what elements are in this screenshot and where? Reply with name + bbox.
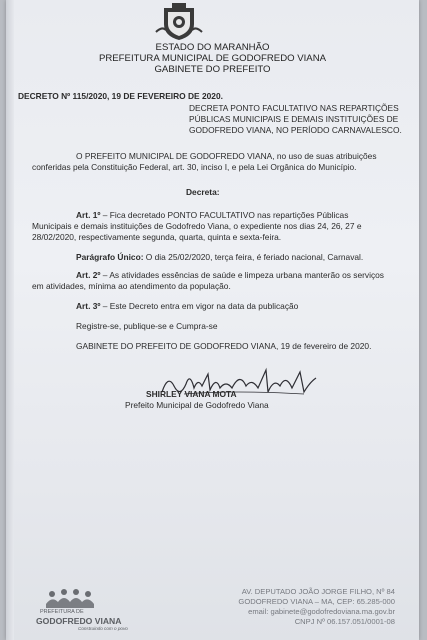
art2-line <box>76 270 384 281</box>
footer-email: email: gabinete@godofredoviana.ma.gov.br <box>248 607 395 616</box>
state-heading: ESTADO DO MARANHÃO <box>155 42 270 53</box>
logo-name-text: GODOFREDO VIANA <box>36 616 122 626</box>
art1-line: 28/02/2020, respectivamente segunda, quarta, quinta e sexta-feira. <box>32 232 282 242</box>
art1-text: – Fica decretado PONTO FACULTATIVO nas repartições Públicas <box>100 210 349 220</box>
art2-line: em atividades, mínima ao atendimento da população. <box>32 281 231 291</box>
summary-line: DECRETA PONTO FACULTATIVO NAS REPARTIÇÕES <box>189 103 399 113</box>
art1-line: Municipais e demais instituições de Godofredo Viana, o expediente nos dias 24, 26, 27 e <box>32 221 362 231</box>
art2-label: Art. 2º <box>76 270 101 280</box>
office-heading: GABINETE DO PREFEITO <box>154 64 271 75</box>
summary-line: GODOFREDO VIANA, NO PERÍODO CARNAVALESCO. <box>189 125 402 135</box>
document-page <box>6 0 419 640</box>
decree-number: DECRETO Nº 115/2020, 19 DE FEVEREIRO DE 2020. <box>18 91 223 101</box>
art3-text: – Este Decreto entra em vigor na data da publicação <box>100 301 299 311</box>
place-date-line: GABINETE DO PREFEITO DE GODOFREDO VIANA, 19 de fevereiro de 2020. <box>76 341 372 351</box>
art2-text: – As atividades essências de saúde e limpeza urbana manterão os serviços <box>100 270 384 280</box>
decreta-heading: Decreta: <box>186 187 220 197</box>
signatory-name: SHIRLEY VIANA MOTA <box>146 389 237 399</box>
paragrafo-line <box>76 252 363 263</box>
art3-line <box>76 301 298 312</box>
preamble-line: conferidas pela Constituição Federal, art. 30, inciso I, e pela Lei Orgânica do Município. <box>32 162 357 172</box>
art1-label: Art. 1º <box>76 210 101 220</box>
paragrafo-label: Parágrafo Único: <box>76 252 144 262</box>
municipality-heading: PREFEITURA MUNICIPAL DE GODOFREDO VIANA <box>98 53 327 64</box>
signatory-title: Prefeito Municipal de Godofredo Viana <box>125 400 269 410</box>
logo-top-text: PREFEITURA DE <box>40 609 84 615</box>
logo-slogan-text: Construindo com o povo <box>78 626 128 631</box>
coat-of-arms-icon <box>154 2 204 42</box>
summary-line: PÚBLICAS MUNICIPAIS E DEMAIS INSTITUIÇÕES DE <box>189 114 399 124</box>
art1-line <box>76 210 348 221</box>
footer-city: GODOFREDO VIANA – MA, CEP: 65.285-000 <box>238 597 395 606</box>
page-fold-shadow <box>6 0 14 640</box>
paragrafo-text: O dia 25/02/2020, terça feira, é feriado nacional, Carnaval. <box>143 252 364 262</box>
register-line: Registre-se, publique-se e Cumpra-se <box>76 321 218 331</box>
preamble-line: O PREFEITO MUNICIPAL DE GODOFREDO VIANA, no uso de suas atribuições <box>76 151 377 161</box>
footer-cnpj: CNPJ Nº 06.157.051/0001-08 <box>294 617 395 626</box>
footer-address: AV. DEPUTADO JOÃO JORGE FILHO, Nº 84 <box>241 587 395 596</box>
art3-label: Art. 3º <box>76 301 101 311</box>
